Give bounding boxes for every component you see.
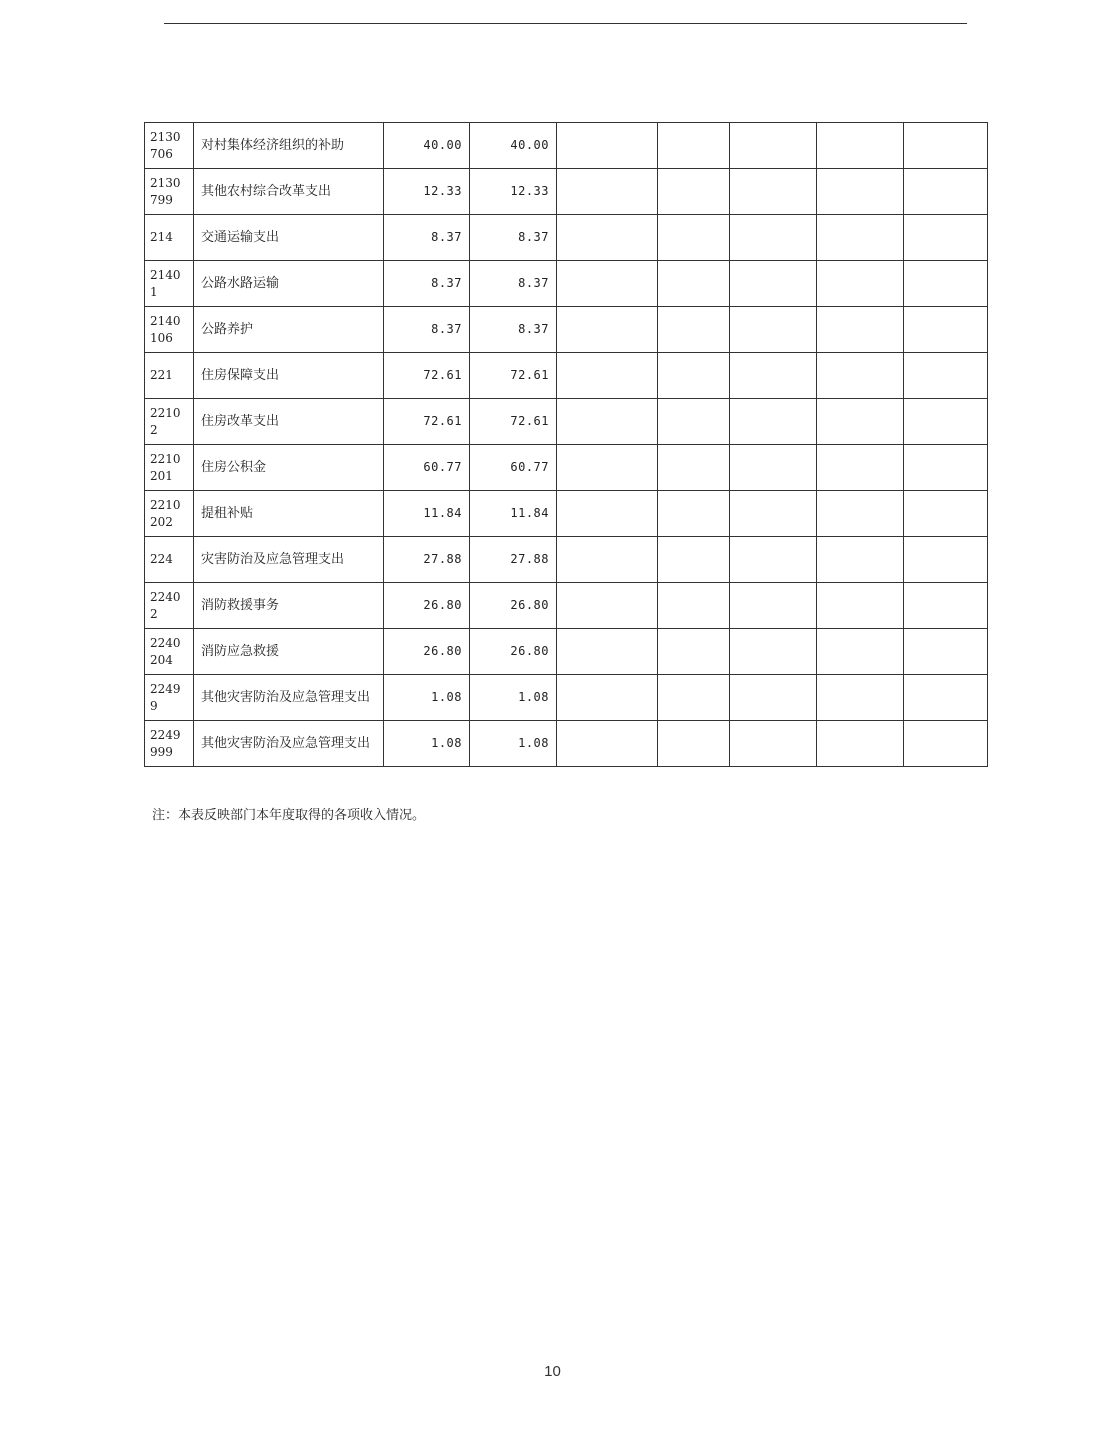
empty-cell: [658, 123, 730, 169]
total-cell: 1.08: [384, 675, 470, 721]
code-cell: 221: [145, 353, 194, 399]
empty-cell: [658, 445, 730, 491]
item-name-cell: 灾害防治及应急管理支出: [194, 537, 384, 583]
empty-cell: [730, 445, 817, 491]
table-row: [145, 537, 988, 583]
empty-cell: [817, 629, 904, 675]
table-row: [145, 307, 988, 353]
page-number: 10: [544, 1363, 561, 1380]
table-row: [145, 399, 988, 445]
empty-cell: [730, 721, 817, 767]
code-cell: 2240204: [145, 629, 194, 675]
empty-cell: [658, 307, 730, 353]
table-row: [145, 123, 988, 169]
empty-cell: [658, 215, 730, 261]
total-cell: 60.77: [384, 445, 470, 491]
item-name-cell: 住房公积金: [194, 445, 384, 491]
empty-cell: [904, 583, 988, 629]
empty-cell: [658, 169, 730, 215]
table-row: [145, 169, 988, 215]
empty-cell: [817, 445, 904, 491]
empty-cell: [658, 675, 730, 721]
item-name-cell: 公路养护: [194, 307, 384, 353]
total-cell: 8.37: [384, 307, 470, 353]
fiscal-cell: 1.08: [470, 721, 557, 767]
empty-cell: [817, 583, 904, 629]
code-cell: 22499: [145, 675, 194, 721]
item-name-cell: 消防应急救援: [194, 629, 384, 675]
empty-cell: [817, 721, 904, 767]
empty-cell: [730, 169, 817, 215]
empty-cell: [557, 537, 658, 583]
empty-cell: [730, 399, 817, 445]
empty-cell: [904, 399, 988, 445]
table-row: [145, 583, 988, 629]
empty-cell: [817, 399, 904, 445]
empty-cell: [557, 583, 658, 629]
empty-cell: [904, 721, 988, 767]
total-cell: 26.80: [384, 629, 470, 675]
empty-cell: [730, 675, 817, 721]
empty-cell: [904, 537, 988, 583]
empty-cell: [904, 629, 988, 675]
total-cell: 12.33: [384, 169, 470, 215]
item-name-cell: 住房保障支出: [194, 353, 384, 399]
code-cell: 2140106: [145, 307, 194, 353]
empty-cell: [817, 261, 904, 307]
table-row: [145, 215, 988, 261]
table-row: [145, 721, 988, 767]
code-cell: 22402: [145, 583, 194, 629]
empty-cell: [904, 445, 988, 491]
total-cell: 72.61: [384, 399, 470, 445]
item-name-cell: 其他农村综合改革支出: [194, 169, 384, 215]
code-cell: 224: [145, 537, 194, 583]
empty-cell: [817, 215, 904, 261]
fiscal-cell: 72.61: [470, 353, 557, 399]
total-cell: 72.61: [384, 353, 470, 399]
code-cell: 2249999: [145, 721, 194, 767]
total-cell: 1.08: [384, 721, 470, 767]
empty-cell: [557, 353, 658, 399]
empty-cell: [557, 307, 658, 353]
empty-cell: [557, 491, 658, 537]
empty-cell: [730, 583, 817, 629]
empty-cell: [730, 491, 817, 537]
table-row: [145, 629, 988, 675]
fiscal-cell: 60.77: [470, 445, 557, 491]
total-cell: 8.37: [384, 261, 470, 307]
fiscal-cell: 12.33: [470, 169, 557, 215]
empty-cell: [817, 307, 904, 353]
empty-cell: [730, 307, 817, 353]
fiscal-cell: 8.37: [470, 261, 557, 307]
item-name-cell: 交通运输支出: [194, 215, 384, 261]
empty-cell: [904, 353, 988, 399]
empty-cell: [557, 123, 658, 169]
empty-cell: [658, 399, 730, 445]
code-cell: 2210201: [145, 445, 194, 491]
total-cell: 8.37: [384, 215, 470, 261]
empty-cell: [557, 169, 658, 215]
fiscal-cell: 40.00: [470, 123, 557, 169]
fiscal-cell: 26.80: [470, 583, 557, 629]
table-note: 注：本表反映部门本年度取得的各项收入情况。: [152, 808, 426, 823]
empty-cell: [557, 445, 658, 491]
total-cell: 11.84: [384, 491, 470, 537]
total-cell: 27.88: [384, 537, 470, 583]
table-body: [145, 123, 988, 767]
code-cell: 22102: [145, 399, 194, 445]
fiscal-cell: 8.37: [470, 215, 557, 261]
table-row: [145, 491, 988, 537]
empty-cell: [658, 583, 730, 629]
empty-cell: [817, 491, 904, 537]
empty-cell: [730, 261, 817, 307]
empty-cell: [557, 629, 658, 675]
empty-cell: [557, 215, 658, 261]
empty-cell: [658, 491, 730, 537]
empty-cell: [904, 307, 988, 353]
fiscal-cell: 72.61: [470, 399, 557, 445]
item-name-cell: 住房改革支出: [194, 399, 384, 445]
code-cell: 2210202: [145, 491, 194, 537]
item-name-cell: 提租补贴: [194, 491, 384, 537]
empty-cell: [904, 123, 988, 169]
empty-cell: [730, 215, 817, 261]
empty-cell: [904, 675, 988, 721]
fiscal-cell: 1.08: [470, 675, 557, 721]
empty-cell: [904, 261, 988, 307]
code-cell: 2130706: [145, 123, 194, 169]
total-cell: 40.00: [384, 123, 470, 169]
item-name-cell: 对村集体经济组织的补助: [194, 123, 384, 169]
empty-cell: [658, 353, 730, 399]
empty-cell: [817, 169, 904, 215]
code-cell: 2130799: [145, 169, 194, 215]
empty-cell: [904, 491, 988, 537]
empty-cell: [557, 399, 658, 445]
empty-cell: [817, 675, 904, 721]
empty-cell: [557, 721, 658, 767]
empty-cell: [658, 629, 730, 675]
empty-cell: [658, 721, 730, 767]
table-row: [145, 353, 988, 399]
empty-cell: [904, 169, 988, 215]
empty-cell: [730, 629, 817, 675]
fiscal-cell: 8.37: [470, 307, 557, 353]
empty-cell: [817, 123, 904, 169]
item-name-cell: 公路水路运输: [194, 261, 384, 307]
empty-cell: [557, 261, 658, 307]
empty-cell: [730, 123, 817, 169]
fiscal-cell: 27.88: [470, 537, 557, 583]
item-name-cell: 消防救援事务: [194, 583, 384, 629]
income-table: [144, 122, 988, 767]
fiscal-cell: 26.80: [470, 629, 557, 675]
empty-cell: [904, 215, 988, 261]
item-name-cell: 其他灾害防治及应急管理支出: [194, 721, 384, 767]
item-name-cell: 其他灾害防治及应急管理支出: [194, 675, 384, 721]
table-row: [145, 261, 988, 307]
empty-cell: [730, 353, 817, 399]
total-cell: 26.80: [384, 583, 470, 629]
header-rule: [164, 23, 967, 24]
empty-cell: [817, 537, 904, 583]
empty-cell: [658, 537, 730, 583]
table-row: [145, 445, 988, 491]
empty-cell: [730, 537, 817, 583]
empty-cell: [817, 353, 904, 399]
code-cell: 214: [145, 215, 194, 261]
empty-cell: [658, 261, 730, 307]
table-row: [145, 675, 988, 721]
fiscal-cell: 11.84: [470, 491, 557, 537]
code-cell: 21401: [145, 261, 194, 307]
empty-cell: [557, 675, 658, 721]
